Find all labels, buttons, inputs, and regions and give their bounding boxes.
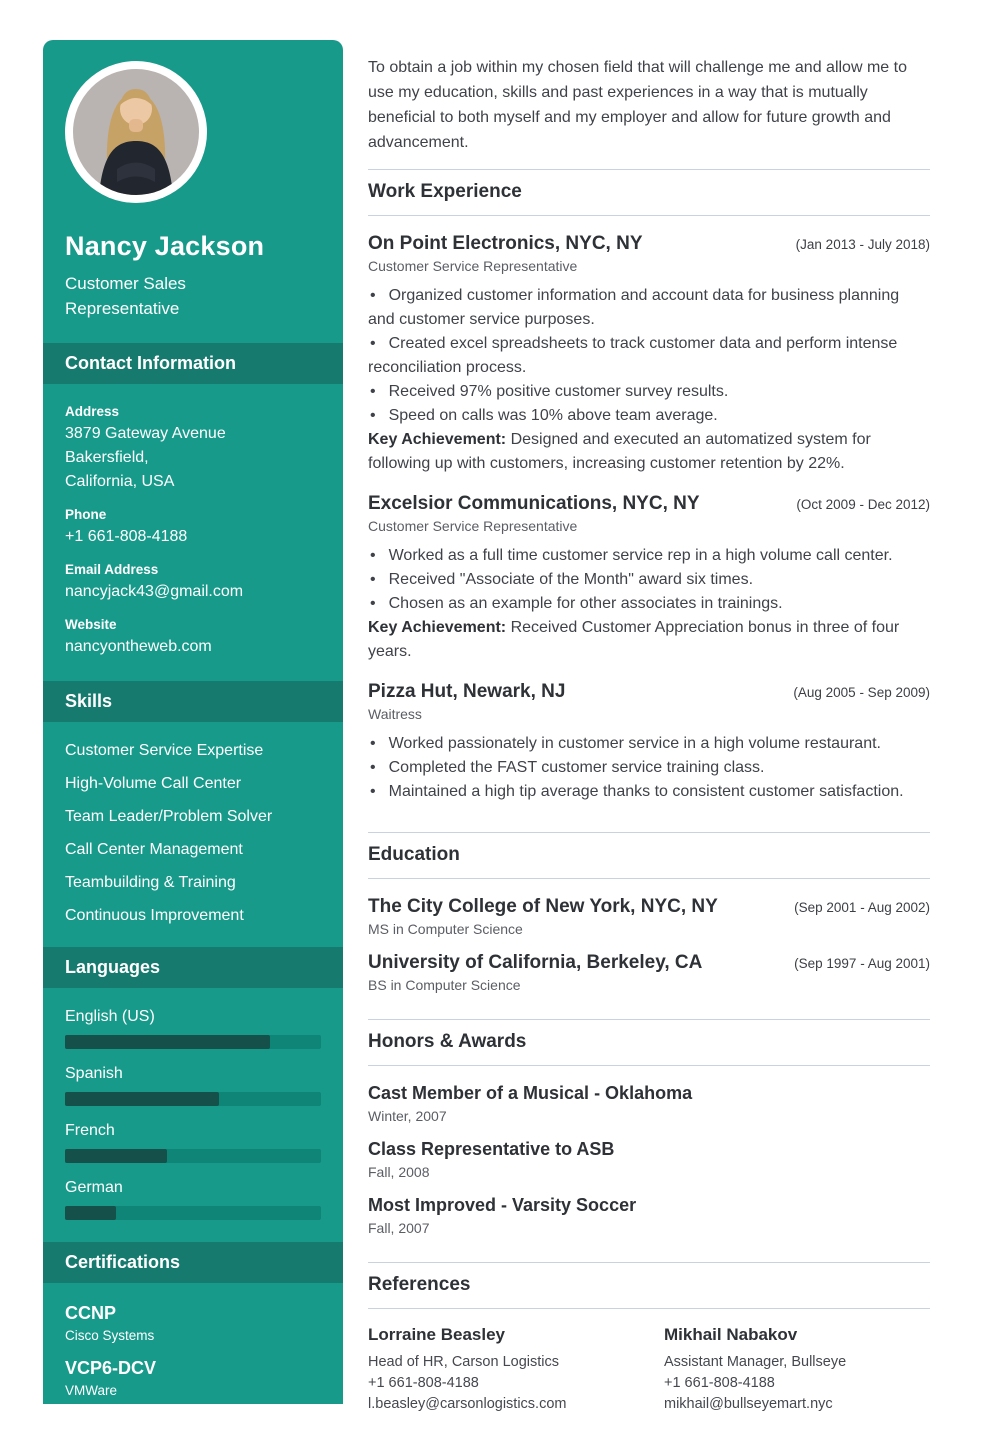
profile-photo xyxy=(65,61,207,203)
language-name: English (US) xyxy=(65,1008,155,1025)
contact-website xyxy=(65,617,321,659)
job-company: Excelsior Communications, NYC, NY xyxy=(368,493,700,514)
honor-entry xyxy=(368,1194,930,1236)
language-item xyxy=(65,1122,321,1163)
job-entry xyxy=(368,680,930,804)
education-heading: Education xyxy=(368,832,930,879)
email-label: Email Address xyxy=(65,562,159,577)
certification-name: CCNP xyxy=(65,1303,117,1323)
job-bullet: • Worked passionately in customer service in a high volume restaurant. xyxy=(370,735,881,752)
job-entry xyxy=(368,492,930,664)
work-experience-section xyxy=(368,216,930,832)
reference-entry xyxy=(368,1325,634,1415)
references-heading: References xyxy=(368,1262,930,1309)
language-level-bar xyxy=(65,1035,321,1049)
reference-email: l.beasley@carsonlogistics.com xyxy=(368,1396,567,1412)
skill-item: Customer Service Expertise xyxy=(65,742,264,759)
certification-issuer: Cisco Systems xyxy=(65,1328,155,1343)
skills-section-heading: Skills xyxy=(43,681,343,722)
honor-title: Cast Member of a Musical - Oklahoma xyxy=(368,1083,693,1103)
job-dates: (Jan 2013 - July 2018) xyxy=(795,237,930,252)
language-name: French xyxy=(65,1122,115,1139)
certification-item xyxy=(65,1358,321,1398)
phone-label: Phone xyxy=(65,507,107,522)
bullet-dot-icon: • xyxy=(370,547,376,564)
person-name: Nancy Jackson xyxy=(65,231,265,261)
job-bullet: • Organized customer information and account data for business planning and customer service purposes. xyxy=(368,287,900,328)
skills-list xyxy=(65,742,321,925)
reference-phone: +1 661-808-4188 xyxy=(368,1375,479,1391)
bullet-dot-icon: • xyxy=(370,595,376,612)
languages-section-heading: Languages xyxy=(43,947,343,988)
address-line: 3879 Gateway Avenue xyxy=(65,425,226,442)
language-level-fill xyxy=(65,1092,219,1106)
education-dates: (Sep 1997 - Aug 2001) xyxy=(794,956,930,971)
job-role: Waitress xyxy=(368,706,422,722)
language-item xyxy=(65,1179,321,1220)
job-dates: (Aug 2005 - Sep 2009) xyxy=(793,685,930,700)
bullet-dot-icon: • xyxy=(370,383,376,400)
bullet-dot-icon: • xyxy=(370,407,376,424)
language-level-bar xyxy=(65,1092,321,1106)
job-bullet: • Maintained a high tip average thanks to consistent customer satisfaction. xyxy=(370,783,904,800)
job-bullet: • Received 97% positive customer survey results. xyxy=(370,383,729,400)
address-line: Bakersfield, xyxy=(65,449,149,466)
resume-main-content xyxy=(368,55,930,1427)
bullet-dot-icon: • xyxy=(370,783,376,800)
skill-item: Continuous Improvement xyxy=(65,907,244,924)
job-role: Customer Service Representative xyxy=(368,258,578,274)
education-school: The City College of New York, NYC, NY xyxy=(368,896,718,917)
language-level-fill xyxy=(65,1149,167,1163)
language-level-bar xyxy=(65,1206,321,1220)
job-company: Pizza Hut, Newark, NJ xyxy=(368,681,566,702)
honors-section xyxy=(368,1066,930,1262)
objective-text: To obtain a job within my chosen field that will challenge me and allow me to use my education, skills and past experiences in a way that is mutually beneficial to both myself and my employer and allow for future growth and advancement. xyxy=(368,59,907,151)
job-bullet: • Created excel spreadsheets to track customer data and perform intense reconciliation process. xyxy=(368,335,898,376)
contact-address xyxy=(65,404,321,494)
reference-entry xyxy=(664,1325,930,1415)
contact-email xyxy=(65,562,321,604)
phone-value: +1 661-808-4188 xyxy=(65,528,188,545)
honor-date: Fall, 2007 xyxy=(368,1220,430,1236)
skill-item: Teambuilding & Training xyxy=(65,874,236,891)
email-value: nancyjack43@gmail.com xyxy=(65,583,244,600)
honor-date: Fall, 2008 xyxy=(368,1164,430,1180)
certification-name: VCP6-DCV xyxy=(65,1358,157,1378)
reference-role: Head of HR, Carson Logistics xyxy=(368,1354,559,1370)
honors-heading: Honors & Awards xyxy=(368,1019,930,1066)
education-entry xyxy=(368,951,930,993)
address-line: California, USA xyxy=(65,473,175,490)
job-key-achievement: Key Achievement: Designed and executed an automatized system for following up with customers, increasing customer retention by 22%. xyxy=(368,431,871,472)
honor-entry xyxy=(368,1082,930,1124)
bullet-dot-icon: • xyxy=(370,335,376,352)
education-section xyxy=(368,879,930,1019)
job-bullet: • Completed the FAST customer service training class. xyxy=(370,759,765,776)
honor-title: Class Representative to ASB xyxy=(368,1139,615,1159)
reference-name: Mikhail Nabakov xyxy=(664,1325,798,1344)
job-dates: (Oct 2009 - Dec 2012) xyxy=(796,497,930,512)
education-degree: BS in Computer Science xyxy=(368,977,521,993)
job-entry xyxy=(368,232,930,476)
skill-item: High-Volume Call Center xyxy=(65,775,242,792)
bullet-dot-icon: • xyxy=(370,571,376,588)
job-bullet: • Speed on calls was 10% above team average. xyxy=(370,407,718,424)
skill-item: Call Center Management xyxy=(65,841,243,858)
references-section xyxy=(368,1309,930,1427)
education-school: University of California, Berkeley, CA xyxy=(368,952,703,973)
contact-phone xyxy=(65,507,321,549)
certification-issuer: VMWare xyxy=(65,1383,118,1398)
person-portrait-illustration xyxy=(73,69,199,195)
job-bullet: • Received "Associate of the Month" award six times. xyxy=(370,571,754,588)
education-dates: (Sep 2001 - Aug 2002) xyxy=(794,900,930,915)
reference-email: mikhail@bullseyemart.nyc xyxy=(664,1396,833,1412)
language-level-fill xyxy=(65,1035,270,1049)
website-label: Website xyxy=(65,617,117,632)
education-degree: MS in Computer Science xyxy=(368,921,523,937)
education-entry xyxy=(368,895,930,937)
reference-phone: +1 661-808-4188 xyxy=(664,1375,775,1391)
language-level-fill xyxy=(65,1206,116,1220)
address-label: Address xyxy=(65,404,120,419)
job-bullet: • Worked as a full time customer service rep in a high volume call center. xyxy=(370,547,893,564)
honor-title: Most Improved - Varsity Soccer xyxy=(368,1195,637,1215)
person-job-title: Customer Sales Representative xyxy=(65,274,186,318)
certifications-section-heading: Certifications xyxy=(43,1242,343,1283)
skill-item: Team Leader/Problem Solver xyxy=(65,808,273,825)
language-name: German xyxy=(65,1179,123,1196)
work-experience-heading: Work Experience xyxy=(368,169,930,216)
job-key-achievement: Key Achievement: Received Customer Appreciation bonus in three of four years. xyxy=(368,619,900,660)
honor-entry xyxy=(368,1138,930,1180)
website-value: nancyontheweb.com xyxy=(65,638,212,655)
job-role: Customer Service Representative xyxy=(368,518,578,534)
language-level-bar xyxy=(65,1149,321,1163)
honor-date: Winter, 2007 xyxy=(368,1108,447,1124)
certification-name: DCUCI Exam xyxy=(65,1413,176,1433)
certification-item xyxy=(65,1303,321,1343)
language-item xyxy=(65,1008,321,1049)
reference-role: Assistant Manager, Bullseye xyxy=(664,1354,847,1370)
certification-item xyxy=(65,1413,321,1434)
sidebar xyxy=(43,40,343,1433)
bullet-dot-icon: • xyxy=(370,287,376,304)
bullet-dot-icon: • xyxy=(370,735,376,752)
job-bullet: • Chosen as an example for other associates in trainings. xyxy=(370,595,783,612)
contact-section-heading: Contact Information xyxy=(43,343,343,384)
language-name: Spanish xyxy=(65,1065,123,1082)
bullet-dot-icon: • xyxy=(370,759,376,776)
reference-name: Lorraine Beasley xyxy=(368,1325,506,1344)
language-item xyxy=(65,1065,321,1106)
job-company: On Point Electronics, NYC, NY xyxy=(368,233,643,254)
